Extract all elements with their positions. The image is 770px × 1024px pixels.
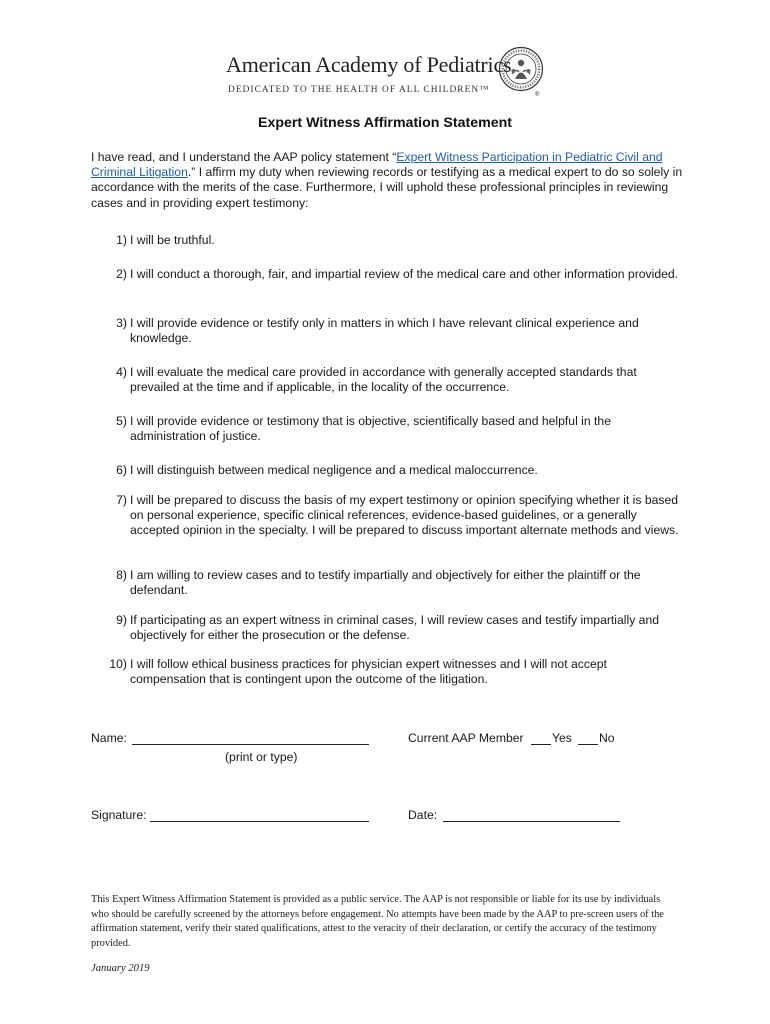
item-text: I will be truthful.	[130, 233, 215, 247]
principle-item	[91, 365, 686, 395]
item-number: 10)	[109, 657, 127, 671]
aap-header	[226, 52, 556, 108]
item-number: 7)	[116, 493, 127, 507]
organization-tagline: DEDICATED TO THE HEALTH OF ALL CHILDREN™	[228, 85, 490, 95]
item-text: I will distinguish between medical negligence and a medical maloccurrence.	[130, 463, 538, 477]
intro-text-start: I have read, and I understand the AAP policy statement “	[91, 150, 397, 164]
item-number: 2)	[116, 267, 127, 281]
document-title: Expert Witness Affirmation Statement	[258, 115, 512, 131]
principle-item	[91, 657, 686, 687]
item-text: I will evaluate the medical care provided in accordance with generally accepted standards that prevailed at the time and if applicable, in the locality of the occurrence.	[130, 365, 637, 395]
item-number: 8)	[116, 568, 127, 582]
signature-label: Signature:	[91, 808, 147, 822]
principle-item	[91, 316, 686, 346]
item-text: If participating as an expert witness in criminal cases, I will review cases and testify impartially and objectively for either the prosecution or the defense.	[130, 613, 660, 643]
document-date: January 2019	[91, 963, 150, 974]
name-label: Name:	[91, 731, 127, 745]
name-hint: (print or type)	[225, 750, 298, 764]
member-no-blank[interactable]	[578, 744, 598, 745]
principle-item	[91, 463, 686, 478]
item-number: 9)	[116, 613, 127, 627]
intro-text-end: .” I affirm my duty when reviewing records or testifying as a medical expert to do so solely in accordance with the merits of the case. Furthermore, I will uphold these professional principles in reviewing cases and in providing expert testimony:	[91, 165, 683, 210]
principle-item	[91, 233, 686, 248]
item-number: 1)	[116, 233, 127, 247]
registered-mark-icon: ®	[535, 92, 540, 98]
disclaimer-text: This Expert Witness Affirmation Statement is provided as a public service. The AAP is not responsible or liable for its use by individuals who should be carefully screened by the attorneys before engagement. No attempts have been made by the AAP to pre-screen users of the affirmation statement, verify their stated qualifications, attest to the veracity of their declaration, or certify the accuracy of the testimony provided.	[91, 894, 664, 949]
name-field[interactable]	[132, 744, 369, 745]
organization-name: American Academy of Pediatrics	[226, 52, 512, 77]
date-label: Date:	[408, 808, 438, 822]
item-text: I will provide evidence or testimony that is objective, scientifically based and helpful in the administration of justice.	[130, 414, 611, 444]
principle-item	[91, 568, 686, 598]
item-number: 3)	[116, 316, 127, 330]
item-text: I will conduct a thorough, fair, and impartial review of the medical care and other information provided.	[130, 267, 679, 281]
yes-label: Yes	[552, 731, 572, 745]
item-text: I will provide evidence or testify only in matters in which I have relevant clinical experience and knowledge.	[130, 316, 639, 346]
item-number: 6)	[116, 463, 127, 477]
member-label: Current AAP Member	[408, 731, 524, 745]
principle-item	[91, 414, 686, 444]
policy-statement-link[interactable]: Expert Witness Participation in Pediatric Civil and Criminal Litigation	[91, 150, 663, 180]
aap-seal-logo	[498, 46, 544, 92]
member-yes-blank[interactable]	[531, 744, 551, 745]
item-text: I will follow ethical business practices for physician expert witnesses and I will not accept compensation that is contingent upon the outcome of the litigation.	[130, 657, 607, 687]
item-number: 4)	[116, 365, 127, 379]
no-label: No	[599, 731, 615, 745]
signature-field[interactable]	[150, 821, 369, 822]
intro-paragraph	[91, 150, 683, 211]
item-text: I am willing to review cases and to testify impartially and objectively for either the plaintiff or the defendant.	[130, 568, 641, 598]
principle-item	[91, 613, 686, 643]
principle-item	[91, 493, 686, 539]
principle-item	[91, 267, 686, 282]
item-number: 5)	[116, 414, 127, 428]
date-field[interactable]	[443, 821, 620, 822]
item-text: I will be prepared to discuss the basis of my expert testimony or opinion specifying whether it is based on personal experience, specific clinical references, evidence-based guidelines, or a generally accepted opinion in the specialty. I will be prepared to discuss important alternate methods and views.	[130, 493, 679, 538]
